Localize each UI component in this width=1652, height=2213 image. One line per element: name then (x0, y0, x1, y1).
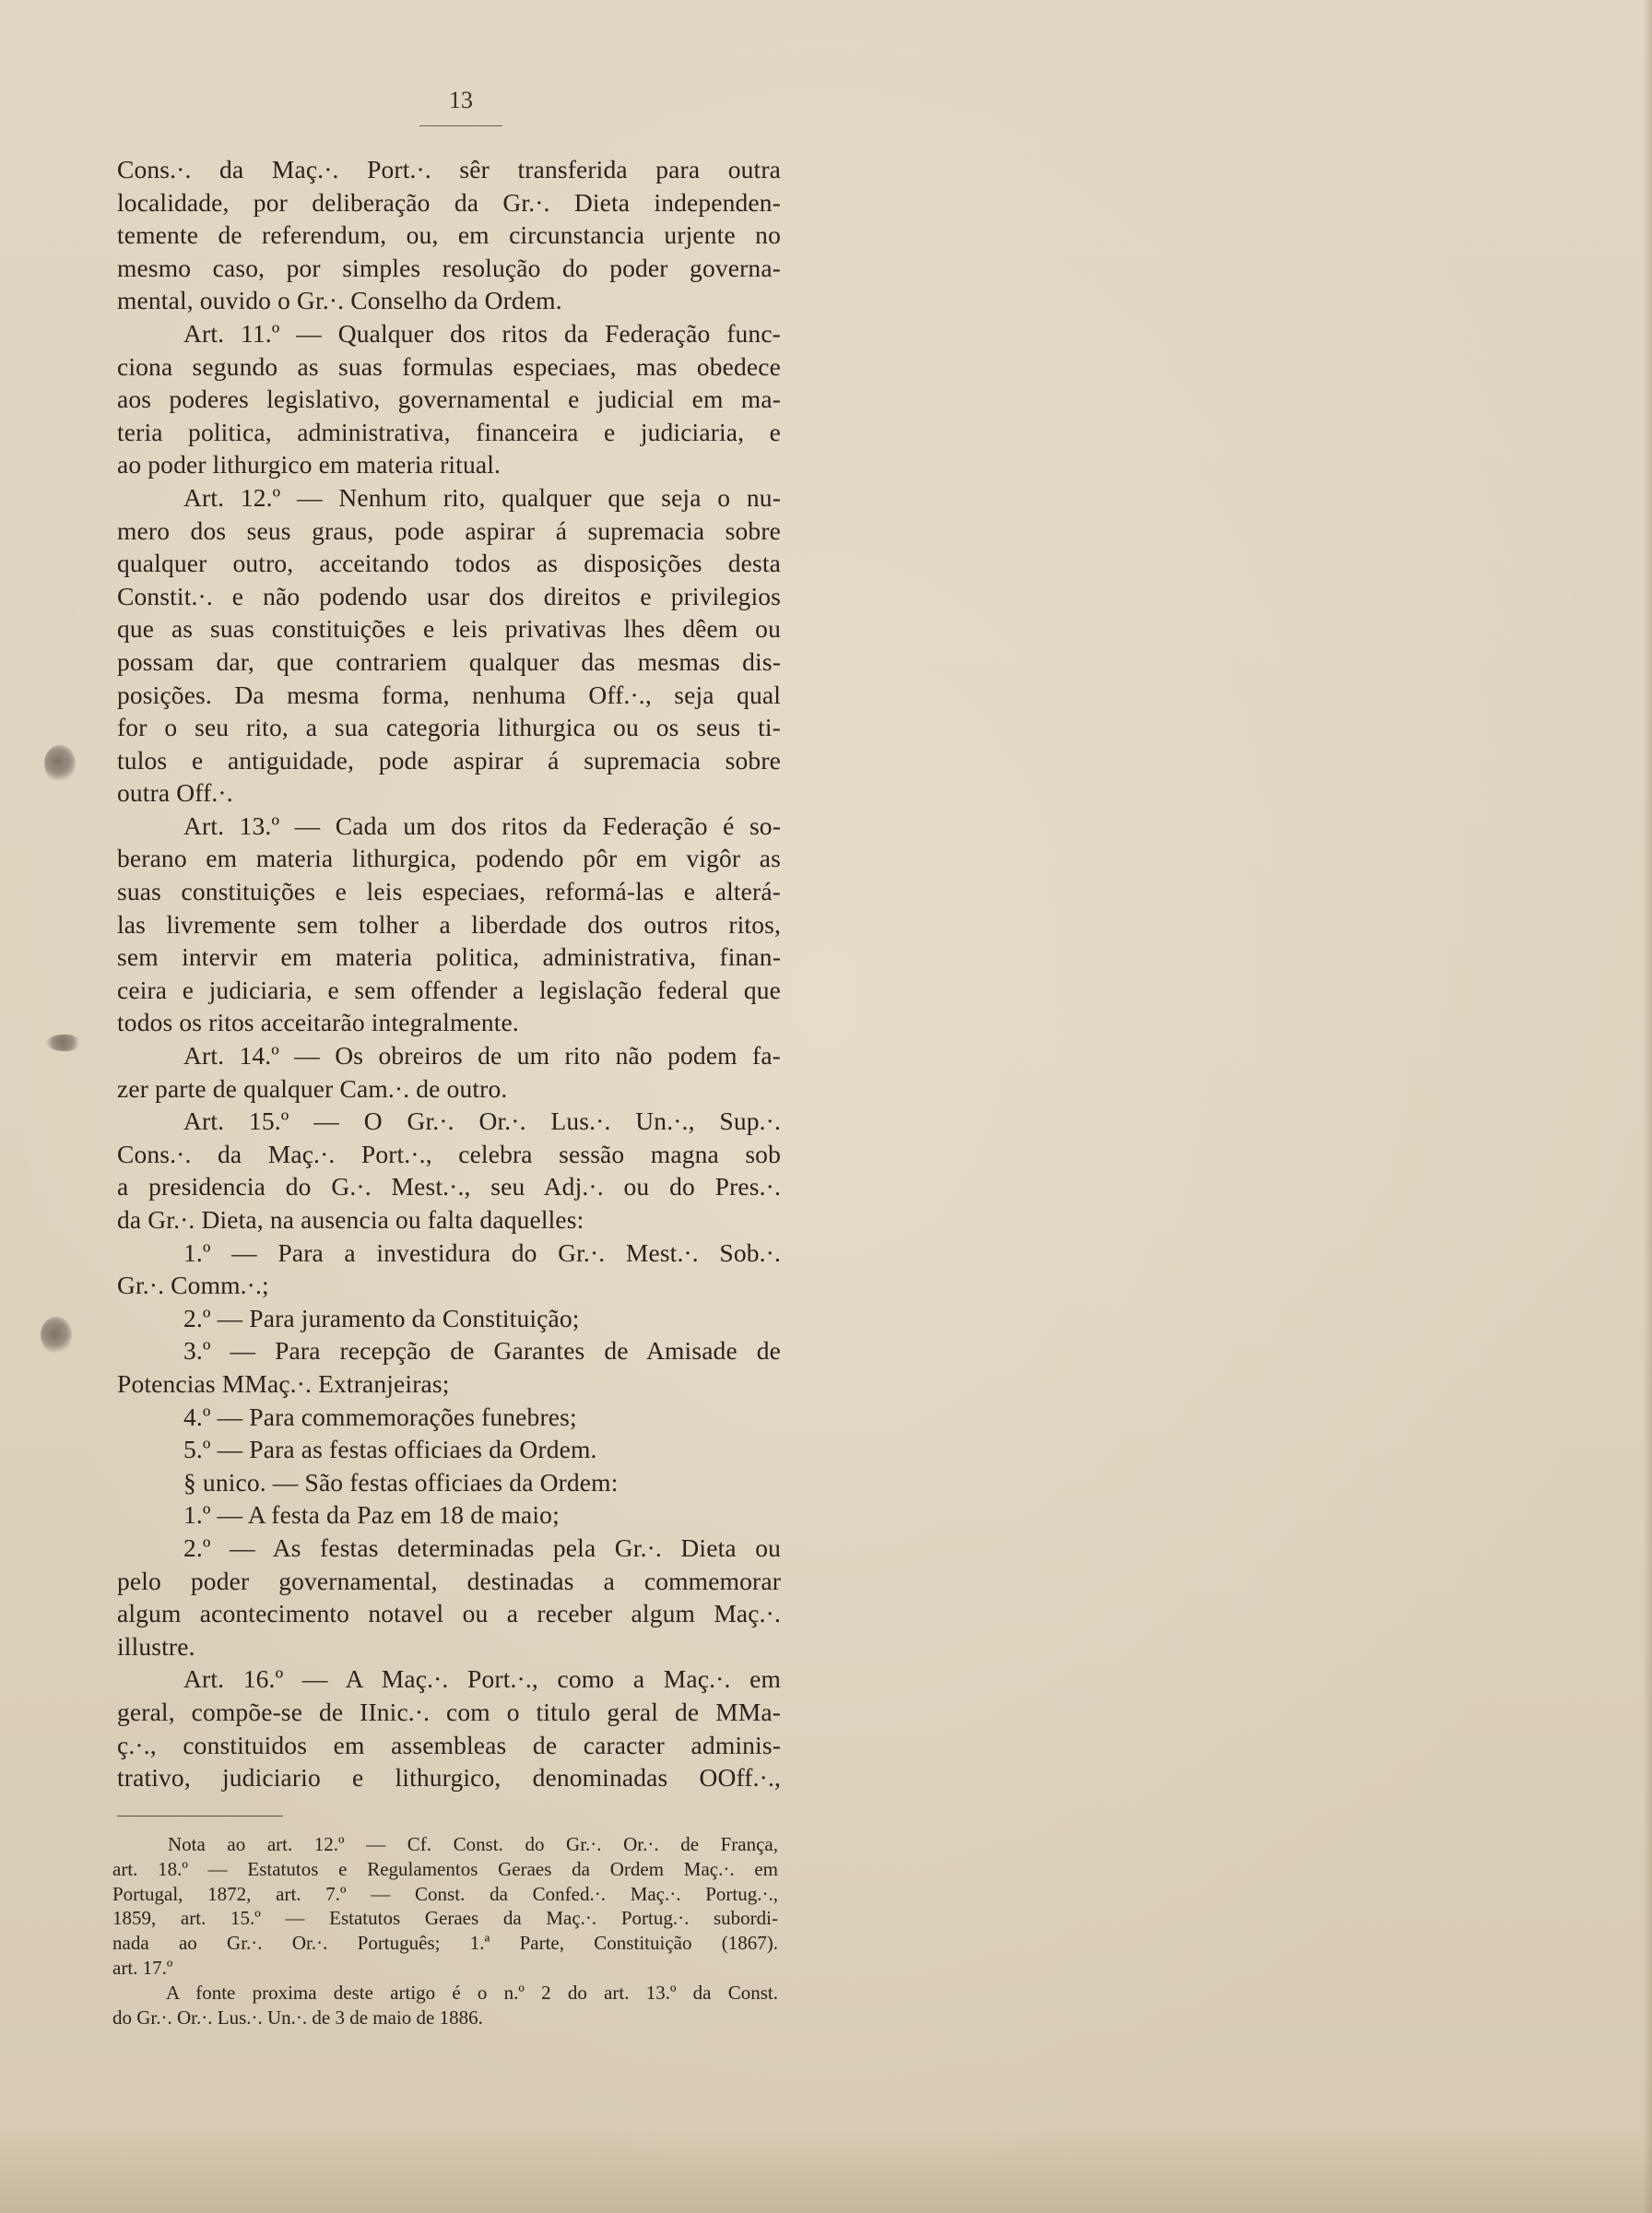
text-line: trativo, judiciario e lithurgico, denominadas OOff.·., (117, 1763, 781, 1793)
binding-hole (41, 1317, 72, 1354)
text-line: Gr.·. Comm.·.; (117, 1271, 269, 1300)
text-line: da Gr.·. Dieta, na ausencia ou falta daquelles: (117, 1205, 584, 1234)
text-line: mero dos seus graus, pode aspirar á supremacia sobre (117, 515, 781, 545)
text-line: for o seu rito, a sua categoria lithurgica ou os seus ti- (117, 713, 781, 742)
page-number: 13 (449, 87, 473, 113)
footnote-rule (117, 1816, 283, 1817)
text-line: Constit.·. e não podendo usar dos direitos e privilegios (117, 581, 781, 610)
list-item: 5.º — Para as festas officiaes da Ordem. (183, 1435, 597, 1464)
footnote-line: do Gr.·. Or.·. Lus.·. Un.·. de 3 de maio de 1886. (112, 2006, 483, 2029)
binding-hole (46, 1035, 83, 1051)
text-line: outra Off.·. (117, 778, 233, 808)
article-16-heading: Art. 16.º — A Maç.·. Port.·., como a Maç.·. em (183, 1664, 781, 1694)
text-line: algum acontecimento notavel ou a receber algum Maç.·. (117, 1599, 781, 1628)
footnote-line: 1859, art. 15.º — Estatutos Geraes da Maç.·. Portug.·. subordi- (112, 1907, 778, 1930)
list-item: 2.º — Para juramento da Constituição; (183, 1303, 580, 1332)
footnote-line: nada ao Gr.·. Or.·. Português; 1.ª Parte, Constituição (1867). (112, 1932, 778, 1955)
text-line: posições. Da mesma forma, nenhuma Off.·., seja qual (117, 680, 781, 709)
text-line: Cons.·. da Maç.·. Port.·., celebra sessão magna sob (117, 1139, 781, 1168)
text-line: localidade, por deliberação da Gr.·. Dieta independen- (117, 187, 781, 217)
page-edge-shadow (1643, 0, 1652, 2213)
footnote-line: art. 17.º (112, 1956, 173, 1979)
article-12-heading: Art. 12.º — Nenhum rito, qualquer que seja o nu- (183, 482, 781, 512)
list-item: 2.º — As festas determinadas pela Gr.·. Dieta ou (183, 1533, 781, 1562)
text-line: teria politica, administrativa, financeira e judiciaria, e (117, 417, 781, 446)
text-line: berano em materia lithurgica, podendo pôr em vigôr as (117, 844, 781, 873)
text-line: mesmo caso, por simples resolução do poder governa- (117, 253, 781, 282)
text-line: tulos e antiguidade, pode aspirar á supremacia sobre (117, 745, 781, 775)
text-line: aos poderes legislativo, governamental e judicial em ma- (117, 385, 781, 414)
footnote-line: A fonte proxima deste artigo é o n.º 2 do art. 13.º da Const. (166, 1981, 778, 2004)
text-line: Potencias MMaç.·. Extranjeiras; (117, 1368, 450, 1398)
list-item: 4.º — Para commemorações funebres; (183, 1402, 577, 1431)
body-text (117, 153, 781, 1794)
text-line: las livremente sem tolher a liberdade dos outros ritos, (117, 909, 781, 939)
list-item: 1.º — A festa da Paz em 18 de maio; (183, 1500, 560, 1530)
list-item: 1.º — Para a investidura do Gr.·. Mest.·. Sob.·. (183, 1237, 781, 1267)
text-line: pelo poder governamental, destinadas a commemorar (117, 1566, 781, 1595)
text-line: ao poder lithurgico em materia ritual. (117, 450, 502, 479)
text-line: qualquer outro, acceitando todos as disposições desta (117, 549, 781, 578)
text-line: illustre. (117, 1631, 195, 1661)
text-line: todos os ritos acceitarão integralmente. (117, 1008, 519, 1037)
text-line: temente de referendum, ou, em circunstancia urjente no (117, 220, 781, 250)
text-line: Cons.·. da Maç.·. Port.·. sêr transferida para outra (117, 155, 781, 183)
article-11-heading: Art. 11.º — Qualquer dos ritos da Federação func- (183, 318, 781, 348)
list-item: 3.º — Para recepção de Garantes de Amisade de (183, 1336, 781, 1366)
footnote-line: art. 18.º — Estatutos e Regulamentos Geraes da Ordem Maç.·. em (112, 1857, 778, 1880)
text-line: geral, compõe-se de IInic.·. com o titulo geral de MMa- (117, 1697, 781, 1726)
page-bottom-stain (0, 2130, 1652, 2213)
binding-hole (44, 745, 76, 782)
article-14-heading: Art. 14.º — Os obreiros de um rito não podem fa- (183, 1041, 781, 1071)
article-13-heading: Art. 13.º — Cada um dos ritos da Federação é so- (183, 811, 781, 840)
text-line: ciona segundo as suas formulas especiaes, mas obedece (117, 351, 781, 381)
text-line: mental, ouvido o Gr.·. Conselho da Ordem. (117, 286, 562, 315)
text-line: zer parte de qualquer Cam.·. de outro. (117, 1073, 508, 1103)
text-line: ceira e judiciaria, e sem offender a legislação federal que (117, 975, 781, 1004)
footnote-line: Portugal, 1872, art. 7.º — Const. da Confed.·. Maç.·. Portug.·., (112, 1882, 778, 1905)
text-line: ç.·., constituidos em assembleas de caracter adminis- (117, 1730, 781, 1759)
text-line: sem intervir em materia politica, administrativa, finan- (117, 942, 781, 972)
text-line: suas constituições e leis especiaes, reformá-las e alterá- (117, 877, 781, 906)
text-line: que as suas constituições e leis privativas lhes dêem ou (117, 614, 781, 644)
text-line: a presidencia do G.·. Mest.·., seu Adj.·. ou do Pres.·. (117, 1172, 781, 1201)
page-number-rule (419, 125, 502, 126)
section-heading: § unico. — São festas officiaes da Ordem: (183, 1467, 619, 1497)
article-15-heading: Art. 15.º — O Gr.·. Or.·. Lus.·. Un.·., Sup.·. (183, 1106, 781, 1136)
text-line: possam dar, que contrariem qualquer das mesmas dis- (117, 646, 781, 676)
footnote-line: Nota ao art. 12.º — Cf. Const. do Gr.·. Or.·. de França, (168, 1833, 778, 1855)
footnotes (112, 1832, 778, 2030)
